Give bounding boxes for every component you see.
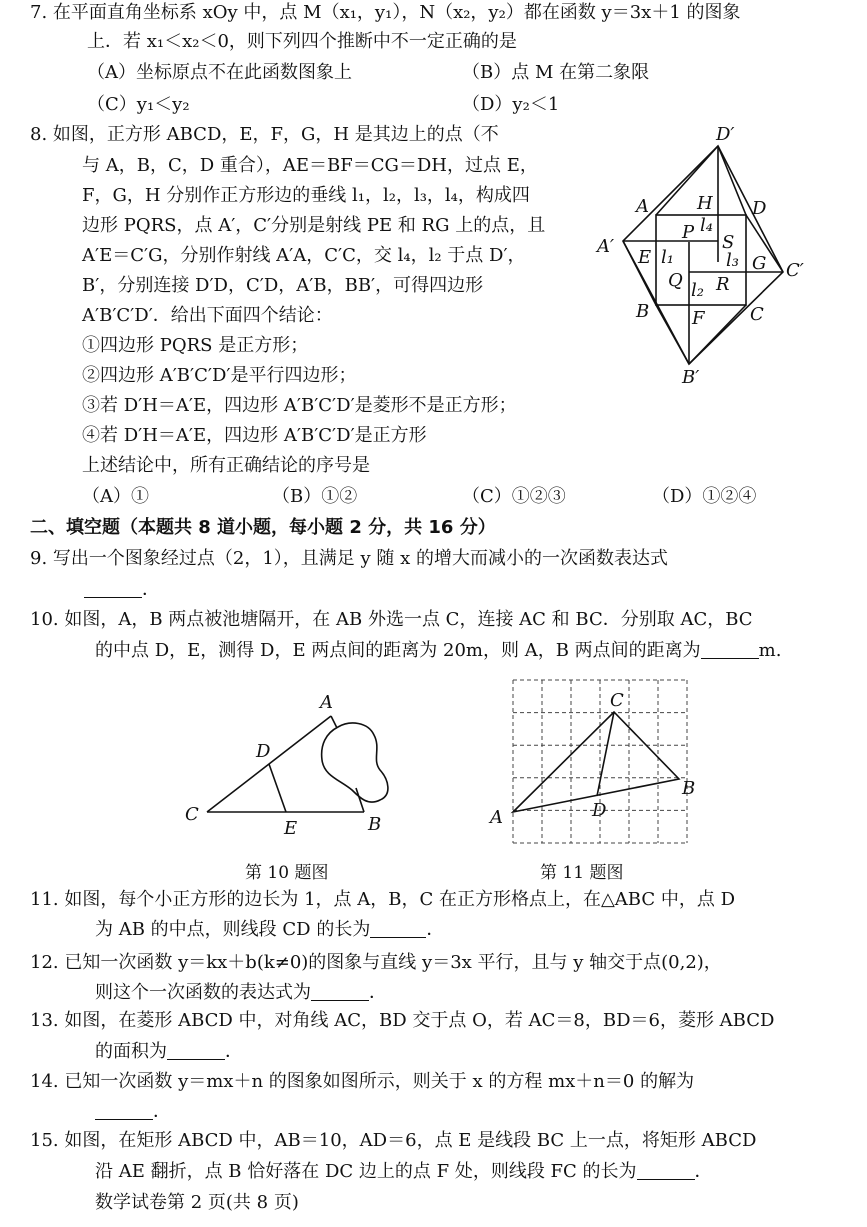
q14-answer-line bbox=[95, 1099, 171, 1125]
q11-figure bbox=[488, 672, 698, 832]
q8-label: D′ bbox=[716, 124, 735, 145]
q11-stem-text: 为 AB 的中点，则线段 CD 的长为 bbox=[95, 919, 371, 940]
section-2-header: 二、填空题（本题共 8 道小题，每小题 2 分，共 16 分） bbox=[30, 517, 496, 538]
q8-stem-line1: 8. 如图，正方形 ABCD，E，F，G，H 是其边上的点（不 bbox=[30, 124, 499, 145]
q9-end-punct: ． bbox=[142, 579, 160, 600]
q8-option-d: （D）①②④ bbox=[652, 486, 757, 507]
q13-answer-blank[interactable] bbox=[167, 1041, 225, 1060]
q8-conclusion-4: ④若 D′H＝A′E，四边形 A′B′C′D′是正方形 bbox=[82, 425, 427, 446]
q8-label: E bbox=[638, 247, 652, 268]
q12-answer-blank[interactable] bbox=[311, 982, 369, 1001]
q11-triangle-abc bbox=[513, 712, 679, 812]
q13-stem-line1: 13. 如图，在菱形 ABCD 中，对角线 AC，BD 交于点 O，若 AC＝8，BD＝6，菱形 ABCD bbox=[30, 1010, 775, 1031]
q8-label: D bbox=[752, 198, 767, 219]
q8-conclusion-1: ①四边形 PQRS 是正方形； bbox=[82, 335, 309, 356]
q8-option-c: （C）①②③ bbox=[462, 486, 566, 507]
q11-stem-line1: 11. 如图，每个小正方形的边长为 1，点 A，B，C 在正方形格点上，在△ABC 中，点 D bbox=[30, 889, 736, 910]
q8-label: H bbox=[697, 193, 713, 214]
q10-figure-labels bbox=[185, 692, 381, 839]
q9-answer-line bbox=[84, 577, 160, 603]
q8-label: S bbox=[722, 232, 735, 253]
q8-label: l₁ bbox=[661, 247, 674, 268]
q15-stem-line1: 15. 如图，在矩形 ABCD 中，AB＝10，AD＝6，点 E 是线段 BC 上一点，将矩形 ABCD bbox=[30, 1130, 757, 1151]
q8-label: l₂ bbox=[691, 280, 704, 301]
q8-stem-line2: 与 A，B，C，D 重合），AE＝BF＝CG＝DH，过点 E， bbox=[82, 155, 538, 176]
q7-option-b: （B）点 M 在第二象限 bbox=[462, 62, 650, 83]
q8-label: G bbox=[752, 253, 767, 274]
q8-figure bbox=[590, 120, 820, 390]
q9-answer-blank[interactable] bbox=[84, 579, 142, 598]
q8-label: l₃ bbox=[726, 250, 739, 271]
q8-stem-line3: F，G，H 分别作正方形边的垂线 l₁，l₂，l₃，l₄，构成四 bbox=[82, 185, 530, 206]
q8-stem-line5: A′E＝C′G，分别作射线 A′A，C′C，交 l₄，l₂ 于点 D′， bbox=[82, 245, 526, 266]
q8-stem-line6: B′，分别连接 D′D，C′D，A′B，BB′，可得四边形 bbox=[82, 275, 484, 296]
q8-label: A bbox=[636, 196, 649, 217]
q10-line-de bbox=[269, 764, 286, 812]
q9-stem-line1: 9. 写出一个图象经过点（2，1），且满足 y 随 x 的增大而减小的一次函数表达式 bbox=[30, 548, 669, 569]
q14-answer-blank[interactable] bbox=[95, 1101, 153, 1120]
q13-stem-line2 bbox=[95, 1039, 243, 1065]
q15-stem-line2 bbox=[95, 1159, 713, 1185]
q10-label: C bbox=[185, 804, 199, 825]
q10-caption: 第 10 题图 bbox=[245, 863, 329, 883]
q8-label: A′ bbox=[597, 236, 615, 257]
q10-answer-blank[interactable] bbox=[701, 640, 759, 659]
q8-label: F bbox=[692, 308, 705, 329]
q8-label: l₄ bbox=[700, 215, 713, 236]
q7-option-d: （D）y₂＜1 bbox=[462, 94, 560, 115]
q8-label: R bbox=[716, 274, 730, 295]
q8-label: B bbox=[636, 301, 650, 322]
q7-stem-line1: 7. 在平面直角坐标系 xOy 中，点 M（x₁，y₁），N（x₂，y₂）都在函数 y＝3x＋1 的图象 bbox=[30, 2, 741, 23]
q10-pond bbox=[322, 723, 388, 802]
q14-stem-line1: 14. 已知一次函数 y＝mx＋n 的图象如图所示，则关于 x 的方程 mx＋n＝0 的解为 bbox=[30, 1071, 695, 1092]
q15-answer-blank[interactable] bbox=[637, 1161, 695, 1180]
q10-label: A bbox=[320, 692, 333, 713]
q8-label: P bbox=[682, 222, 695, 243]
q10-label: B bbox=[368, 814, 382, 835]
q15-stem-text: 沿 AE 翻折，点 B 恰好落在 DC 边上的点 F 处，则线段 FC 的长为 bbox=[95, 1161, 637, 1182]
q8-line-dd bbox=[718, 146, 746, 215]
q11-label: C bbox=[610, 690, 624, 711]
q10-label: E bbox=[284, 818, 298, 839]
q10-unit: m. bbox=[758, 640, 782, 661]
q10-stem-line1: 10. 如图，A，B 两点被池塘隔开，在 AB 外选一点 C，连接 AC 和 BC．分别取 AC，BC bbox=[30, 609, 753, 630]
q8-label: B′ bbox=[682, 367, 700, 388]
q8-stem-line7: A′B′C′D′．给出下面四个结论： bbox=[82, 305, 333, 326]
q8-question: 上述结论中，所有正确结论的序号是 bbox=[82, 455, 370, 476]
q8-option-b: （B）①② bbox=[272, 486, 358, 507]
q14-end-punct: ． bbox=[153, 1101, 171, 1122]
q12-stem-line2 bbox=[95, 980, 387, 1006]
q8-option-a: （A）① bbox=[82, 486, 149, 507]
q7-option-c: （C）y₁＜y₂ bbox=[87, 94, 190, 115]
page-footer: 数学试卷第 2 页(共 8 页) bbox=[95, 1192, 299, 1213]
q11-end-punct: ． bbox=[426, 919, 445, 940]
q10-stem-line2 bbox=[95, 638, 781, 664]
q15-end-punct: ． bbox=[694, 1161, 713, 1182]
q11-figure-labels bbox=[488, 690, 695, 828]
q10-figure bbox=[180, 680, 410, 840]
q11-stem-line2 bbox=[95, 917, 444, 943]
q11-caption: 第 11 题图 bbox=[540, 863, 624, 883]
q11-answer-blank[interactable] bbox=[370, 919, 426, 938]
q8-conclusion-3: ③若 D′H＝A′E，四边形 A′B′C′D′是菱形不是正方形； bbox=[82, 395, 517, 416]
q7-option-a: （A）坐标原点不在此函数图象上 bbox=[87, 62, 352, 83]
q11-label: A bbox=[490, 807, 503, 828]
q13-end-punct: ． bbox=[225, 1041, 243, 1062]
q8-stem-line4: 边形 PQRS，点 A′，C′分别是射线 PE 和 RG 上的点，且 bbox=[82, 215, 546, 236]
q12-stem-text: 则这个一次函数的表达式为 bbox=[95, 982, 311, 1003]
q13-stem-text: 的面积为 bbox=[95, 1041, 167, 1062]
q10-stem-text: 的中点 D，E，测得 D，E 两点间的距离为 20m，则 A，B 两点间的距离为 bbox=[95, 640, 701, 661]
q11-label: D bbox=[592, 800, 607, 821]
q8-line-bb bbox=[656, 305, 689, 364]
q8-label: C bbox=[750, 304, 764, 325]
q8-conclusion-2: ②四边形 A′B′C′D′是平行四边形； bbox=[82, 365, 357, 386]
q10-label: D bbox=[256, 741, 271, 762]
q8-label: C′ bbox=[786, 260, 804, 281]
q8-label: Q bbox=[668, 270, 683, 291]
q12-end-punct: ． bbox=[369, 982, 387, 1003]
q11-label: B bbox=[682, 778, 696, 799]
q7-stem-line2: 上．若 x₁＜x₂＜0，则下列四个推断中不一定正确的是 bbox=[87, 31, 517, 52]
q10-line-a-stub bbox=[331, 716, 337, 728]
q12-stem-line1: 12. 已知一次函数 y＝kx＋b(k≠0)的图象与直线 y＝3x 平行，且与 y 轴交于点(0,2)， bbox=[30, 952, 722, 973]
